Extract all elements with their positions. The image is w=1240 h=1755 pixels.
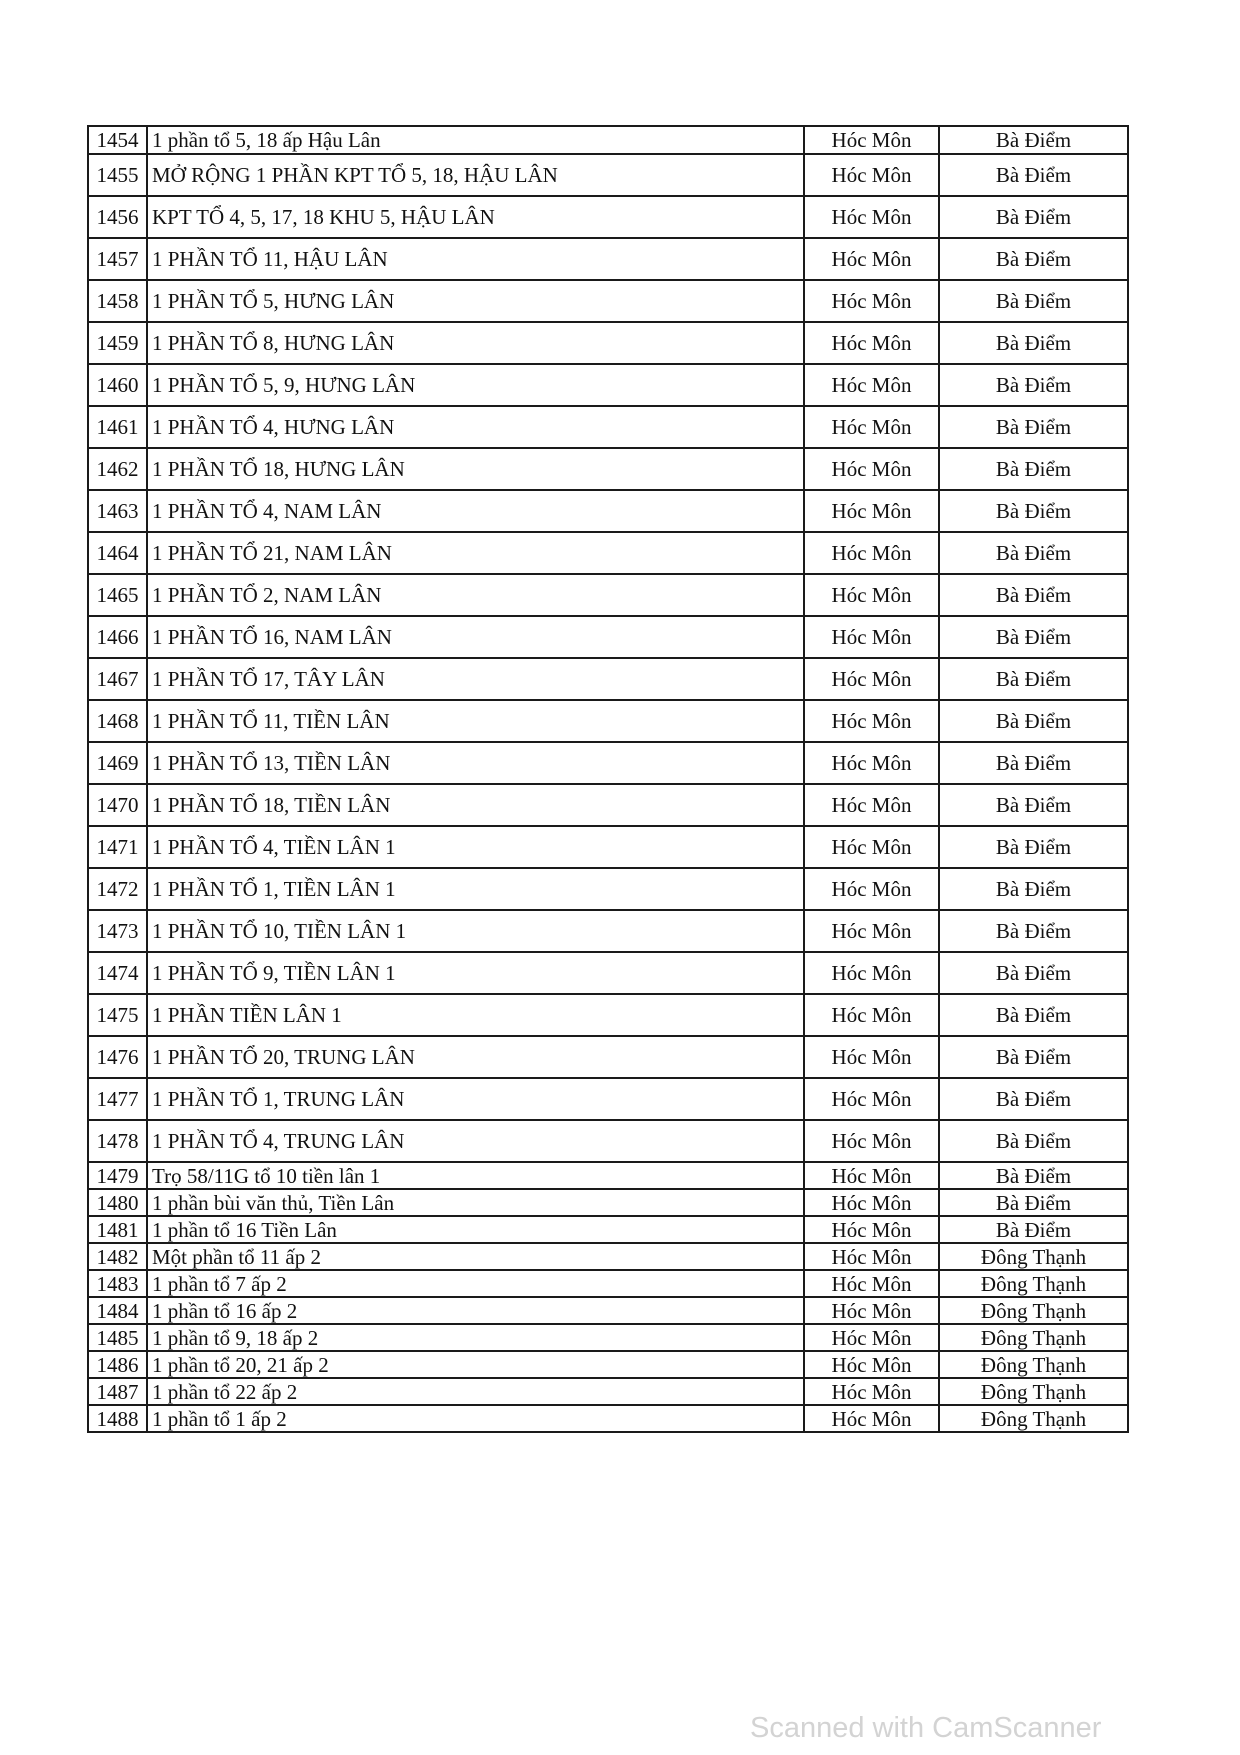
ward-name: Bà Điểm xyxy=(939,126,1128,154)
district-name: Hóc Môn xyxy=(804,406,939,448)
table-row xyxy=(88,364,1128,406)
table-row xyxy=(88,868,1128,910)
district-name: Hóc Môn xyxy=(804,826,939,868)
area-description: 1 PHẦN TỔ 20, TRUNG LÂN xyxy=(147,1036,804,1078)
district-name: Hóc Môn xyxy=(804,196,939,238)
table-row xyxy=(88,1351,1128,1378)
district-name: Hóc Môn xyxy=(804,364,939,406)
area-description: 1 PHẦN TỔ 13, TIỀN LÂN xyxy=(147,742,804,784)
row-number: 1476 xyxy=(88,1036,147,1078)
district-name: Hóc Môn xyxy=(804,1216,939,1243)
table-row xyxy=(88,1216,1128,1243)
table-row xyxy=(88,1378,1128,1405)
ward-name: Bà Điểm xyxy=(939,1216,1128,1243)
district-name: Hóc Môn xyxy=(804,952,939,994)
area-description: 1 PHẦN TỔ 9, TIỀN LÂN 1 xyxy=(147,952,804,994)
area-description: 1 phần tổ 1 ấp 2 xyxy=(147,1405,804,1432)
ward-name: Bà Điểm xyxy=(939,532,1128,574)
district-name: Hóc Môn xyxy=(804,1189,939,1216)
area-description: 1 PHẦN TỔ 21, NAM LÂN xyxy=(147,532,804,574)
area-description: 1 PHẦN TỔ 4, TIỀN LÂN 1 xyxy=(147,826,804,868)
ward-name: Bà Điểm xyxy=(939,574,1128,616)
area-description: 1 phần tổ 7 ấp 2 xyxy=(147,1270,804,1297)
district-name: Hóc Môn xyxy=(804,574,939,616)
row-number: 1482 xyxy=(88,1243,147,1270)
table-row xyxy=(88,406,1128,448)
ward-name: Bà Điểm xyxy=(939,616,1128,658)
ward-name: Bà Điểm xyxy=(939,826,1128,868)
ward-name: Bà Điểm xyxy=(939,700,1128,742)
table-row xyxy=(88,700,1128,742)
area-description: 1 PHẦN TỔ 11, TIỀN LÂN xyxy=(147,700,804,742)
area-description: 1 phần tổ 16 Tiền Lân xyxy=(147,1216,804,1243)
area-description: MỞ RỘNG 1 PHẦN KPT TỔ 5, 18, HẬU LÂN xyxy=(147,154,804,196)
table-row xyxy=(88,616,1128,658)
row-number: 1456 xyxy=(88,196,147,238)
ward-name: Bà Điểm xyxy=(939,1162,1128,1189)
ward-name: Bà Điểm xyxy=(939,1189,1128,1216)
ward-name: Bà Điểm xyxy=(939,196,1128,238)
area-description: 1 phần tổ 22 ấp 2 xyxy=(147,1378,804,1405)
district-name: Hóc Môn xyxy=(804,742,939,784)
area-description: 1 PHẦN TỔ 18, TIỀN LÂN xyxy=(147,784,804,826)
area-description: 1 PHẦN TỔ 4, NAM LÂN xyxy=(147,490,804,532)
district-name: Hóc Môn xyxy=(804,1324,939,1351)
ward-name: Bà Điểm xyxy=(939,1036,1128,1078)
district-name: Hóc Môn xyxy=(804,910,939,952)
ward-name: Bà Điểm xyxy=(939,1078,1128,1120)
area-description: 1 PHẦN TỔ 8, HƯNG LÂN xyxy=(147,322,804,364)
table-row xyxy=(88,574,1128,616)
table-row xyxy=(88,1162,1128,1189)
area-description: 1 PHẦN TỔ 10, TIỀN LÂN 1 xyxy=(147,910,804,952)
area-description: 1 PHẦN TỔ 1, TIỀN LÂN 1 xyxy=(147,868,804,910)
table-row xyxy=(88,238,1128,280)
area-description: 1 phần tổ 5, 18 ấp Hậu Lân xyxy=(147,126,804,154)
ward-name: Bà Điểm xyxy=(939,868,1128,910)
table-row xyxy=(88,1324,1128,1351)
district-name: Hóc Môn xyxy=(804,1078,939,1120)
ward-name: Bà Điểm xyxy=(939,658,1128,700)
table-row xyxy=(88,126,1128,154)
row-number: 1461 xyxy=(88,406,147,448)
ward-name: Đông Thạnh xyxy=(939,1378,1128,1405)
district-name: Hóc Môn xyxy=(804,1036,939,1078)
table-row xyxy=(88,154,1128,196)
ward-name: Bà Điểm xyxy=(939,784,1128,826)
scanner-watermark: Scanned with CamScanner xyxy=(750,1712,1102,1744)
area-description: 1 phần tổ 9, 18 ấp 2 xyxy=(147,1324,804,1351)
ward-name: Bà Điểm xyxy=(939,742,1128,784)
row-number: 1465 xyxy=(88,574,147,616)
row-number: 1467 xyxy=(88,658,147,700)
table-row xyxy=(88,1270,1128,1297)
area-description: 1 PHẦN TIỀN LÂN 1 xyxy=(147,994,804,1036)
area-description: KPT TỔ 4, 5, 17, 18 KHU 5, HẬU LÂN xyxy=(147,196,804,238)
row-number: 1471 xyxy=(88,826,147,868)
table-row xyxy=(88,910,1128,952)
row-number: 1469 xyxy=(88,742,147,784)
table-row xyxy=(88,322,1128,364)
row-number: 1481 xyxy=(88,1216,147,1243)
ward-name: Bà Điểm xyxy=(939,154,1128,196)
ward-name: Bà Điểm xyxy=(939,910,1128,952)
table-row xyxy=(88,448,1128,490)
district-name: Hóc Môn xyxy=(804,1243,939,1270)
row-number: 1479 xyxy=(88,1162,147,1189)
row-number: 1466 xyxy=(88,616,147,658)
area-description: 1 PHẦN TỔ 4, HƯNG LÂN xyxy=(147,406,804,448)
ward-name: Đông Thạnh xyxy=(939,1405,1128,1432)
district-name: Hóc Môn xyxy=(804,994,939,1036)
row-number: 1486 xyxy=(88,1351,147,1378)
table-row xyxy=(88,742,1128,784)
table-row xyxy=(88,490,1128,532)
district-name: Hóc Môn xyxy=(804,1378,939,1405)
row-number: 1462 xyxy=(88,448,147,490)
table-row xyxy=(88,532,1128,574)
area-description: 1 PHẦN TỔ 18, HƯNG LÂN xyxy=(147,448,804,490)
ward-name: Bà Điểm xyxy=(939,448,1128,490)
row-number: 1484 xyxy=(88,1297,147,1324)
row-number: 1463 xyxy=(88,490,147,532)
ward-name: Bà Điểm xyxy=(939,238,1128,280)
area-description: 1 PHẦN TỔ 4, TRUNG LÂN xyxy=(147,1120,804,1162)
table-row xyxy=(88,1120,1128,1162)
row-number: 1478 xyxy=(88,1120,147,1162)
district-name: Hóc Môn xyxy=(804,658,939,700)
district-name: Hóc Môn xyxy=(804,448,939,490)
row-number: 1458 xyxy=(88,280,147,322)
table-row xyxy=(88,280,1128,322)
district-name: Hóc Môn xyxy=(804,154,939,196)
district-name: Hóc Môn xyxy=(804,280,939,322)
area-description: 1 PHẦN TỔ 16, NAM LÂN xyxy=(147,616,804,658)
area-description: 1 PHẦN TỔ 17, TÂY LÂN xyxy=(147,658,804,700)
area-description: Một phần tổ 11 ấp 2 xyxy=(147,1243,804,1270)
table-row xyxy=(88,1036,1128,1078)
area-description: Trọ 58/11G tổ 10 tiền lân 1 xyxy=(147,1162,804,1189)
area-description: 1 PHẦN TỔ 2, NAM LÂN xyxy=(147,574,804,616)
table-row xyxy=(88,196,1128,238)
district-name: Hóc Môn xyxy=(804,126,939,154)
row-number: 1455 xyxy=(88,154,147,196)
row-number: 1468 xyxy=(88,700,147,742)
district-name: Hóc Môn xyxy=(804,616,939,658)
ward-name: Đông Thạnh xyxy=(939,1243,1128,1270)
row-number: 1473 xyxy=(88,910,147,952)
ward-name: Bà Điểm xyxy=(939,322,1128,364)
district-name: Hóc Môn xyxy=(804,1270,939,1297)
area-description: 1 phần bùi văn thủ, Tiền Lân xyxy=(147,1189,804,1216)
district-name: Hóc Môn xyxy=(804,1351,939,1378)
row-number: 1474 xyxy=(88,952,147,994)
ward-name: Đông Thạnh xyxy=(939,1351,1128,1378)
locations-table-body xyxy=(88,126,1128,1432)
district-name: Hóc Môn xyxy=(804,1120,939,1162)
row-number: 1460 xyxy=(88,364,147,406)
row-number: 1470 xyxy=(88,784,147,826)
row-number: 1480 xyxy=(88,1189,147,1216)
row-number: 1487 xyxy=(88,1378,147,1405)
table-row xyxy=(88,1405,1128,1432)
table-row xyxy=(88,658,1128,700)
ward-name: Bà Điểm xyxy=(939,1120,1128,1162)
ward-name: Đông Thạnh xyxy=(939,1324,1128,1351)
ward-name: Đông Thạnh xyxy=(939,1270,1128,1297)
row-number: 1457 xyxy=(88,238,147,280)
table-row xyxy=(88,1243,1128,1270)
area-description: 1 phần tổ 16 ấp 2 xyxy=(147,1297,804,1324)
district-name: Hóc Môn xyxy=(804,1297,939,1324)
area-description: 1 PHẦN TỔ 5, 9, HƯNG LÂN xyxy=(147,364,804,406)
district-name: Hóc Môn xyxy=(804,238,939,280)
row-number: 1454 xyxy=(88,126,147,154)
row-number: 1488 xyxy=(88,1405,147,1432)
row-number: 1475 xyxy=(88,994,147,1036)
row-number: 1464 xyxy=(88,532,147,574)
district-name: Hóc Môn xyxy=(804,1162,939,1189)
district-name: Hóc Môn xyxy=(804,490,939,532)
row-number: 1485 xyxy=(88,1324,147,1351)
table-row xyxy=(88,994,1128,1036)
row-number: 1477 xyxy=(88,1078,147,1120)
district-name: Hóc Môn xyxy=(804,1405,939,1432)
ward-name: Bà Điểm xyxy=(939,406,1128,448)
area-description: 1 PHẦN TỔ 11, HẬU LÂN xyxy=(147,238,804,280)
area-description: 1 phần tổ 20, 21 ấp 2 xyxy=(147,1351,804,1378)
table-row xyxy=(88,784,1128,826)
ward-name: Bà Điểm xyxy=(939,490,1128,532)
district-name: Hóc Môn xyxy=(804,700,939,742)
locations-table xyxy=(87,125,1129,1433)
ward-name: Bà Điểm xyxy=(939,952,1128,994)
area-description: 1 PHẦN TỔ 5, HƯNG LÂN xyxy=(147,280,804,322)
ward-name: Đông Thạnh xyxy=(939,1297,1128,1324)
ward-name: Bà Điểm xyxy=(939,364,1128,406)
table-row xyxy=(88,826,1128,868)
table-row xyxy=(88,952,1128,994)
district-name: Hóc Môn xyxy=(804,868,939,910)
district-name: Hóc Môn xyxy=(804,322,939,364)
row-number: 1483 xyxy=(88,1270,147,1297)
ward-name: Bà Điểm xyxy=(939,280,1128,322)
table-row xyxy=(88,1297,1128,1324)
area-description: 1 PHẦN TỔ 1, TRUNG LÂN xyxy=(147,1078,804,1120)
district-name: Hóc Môn xyxy=(804,532,939,574)
district-name: Hóc Môn xyxy=(804,784,939,826)
ward-name: Bà Điểm xyxy=(939,994,1128,1036)
row-number: 1472 xyxy=(88,868,147,910)
table-row xyxy=(88,1189,1128,1216)
table-row xyxy=(88,1078,1128,1120)
row-number: 1459 xyxy=(88,322,147,364)
